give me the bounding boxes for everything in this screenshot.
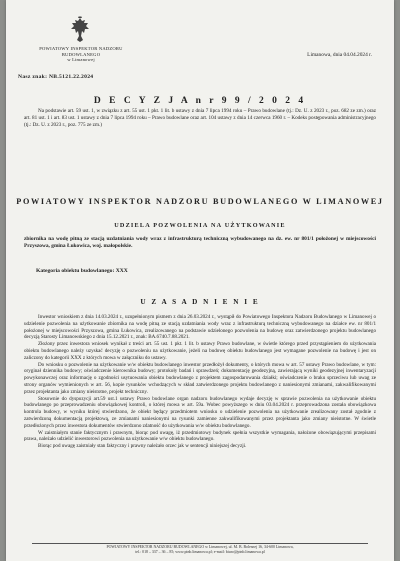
issuing-authority: POWIATOWY INSPEKTOR NADZORU BUDOWLANEGO W LIMANOWEJ [16,197,384,206]
legal-basis: Na podstawie art. 59 ust. 1, w związku z art. 55 ust. 1 pkt. 1 lit. b ustawy z dnia 7 lipca 1994 roku – Prawo budowlane (tj.: Dz. U. z 2023 r., poz. 682 ze zm.) oraz art. 81 ust. 1 i art. 83 ust. 1 ustawy z dnia 7 lipca 1994 roku – Prawo budowlane oraz art. 104 ustawy z dnia 14 czerwca 1960 r. – Kodeks postępowania administracyjnego (tj.: Dz. U. z 2023 r., poz. 775 ze zm.) [24,108,376,128]
institution-name: POWIATOWY INSPEKTOR NADZORU BUDOWLANEGO [39,46,123,57]
case-number: Nasz znak: NB.5121.22.2024 [18,74,94,80]
justification-body [24,314,376,450]
justification-title: U Z A S A D N I E N I E [140,298,260,306]
footer-contact: tel.: 018 – 337 – 36 – 85; www.pinb.limanowa.pl; e-mail: biuro@pinb.limanowa.pl [135,550,265,554]
place-date: Limanowa, dnia 04.04.2024 r. [307,52,372,58]
justification-paragraph: Do wniosku o pozwolenie na użytkowanie w/w obiektu budowlanego inwestor przedłożył dokumenty, o których mowa w art. 57 ustawy Prawo budowlane, w tym: oryginał dziennika budowy; oświadczenie kierownika budowy; protokoły badań i sprawdzeń; dokumentację geodezyjną, zawierającą wyniki geodezyjnej inwentaryzacji powykonawczej oraz informację o zgodności usytuowania obiektu budowlanego z projektem zagospodarowania działki; oświadczenie o braku sprzeciwu lub uwag ze strony organów wymienionych w art. 56, kopie rysunków wchodzących w skład zatwierdzonego projektu budowlanego z naniesionymi zmianami, zakwalifikowanymi przez projektanta jako zmiany nieistotne, projekt techniczny. [24,361,376,395]
institution-header [26,46,136,63]
justification-paragraph: W zaistniałym stanie faktycznym i prawnym, biorąc pod uwagę, iż przedmiotowy budynek spełnia wszystkie wymagania, nałożone obowiązującymi przepisami prawa, należało udzielić inwestorowi pozwolenia na użytkowanie w/w obiektu budowlanego. [24,429,376,443]
decision-operative: UDZIELA POZWOLENIA NA UŻYTKOWANIE [114,222,286,229]
decision-title: D E C Y Z J A n r 9 9 / 2 0 2 4 [93,96,307,106]
object-category: Kategoria obiektu budowlanego: XXX [36,268,128,274]
decision-document [6,0,394,561]
eagle-emblem-icon [68,16,92,44]
decision-object: zbiornika na wodę pitną ze stacją uzdatniania wody wraz z infrastrukturą techniczną wybudowanego na dz. ew. nr 801/1 położonej w miejscowości Przyszowa, gmina Łukowica, woj. małopolskie. [24,236,376,250]
justification-paragraph: Biorąc pod uwagę zaistniały stan faktyczny i prawny należało orzec jak w sentencji niniejszej decyzji. [38,443,247,450]
page-footer [32,543,368,555]
justification-paragraph: Stosownie do dyspozycji art.59 ust.1 ustawy Prawo budowlane organ nadzoru budowlanego wydaje decyzję w sprawie pozwolenia na użytkowanie obiektu budowlanego po przeprowadzeniu obowiązkowej kontroli, o której mowa w art. 59a. Wobec powyższego w dniu 03.04.2024 r. przeprowadzona została obowiązkowa kontrola budowy, w wyniku której stwierdzono, że obiekt będący przedmiotem wniosku o udzielenie pozwolenia na użytkowanie zrealizowany został zgodnie z zatwierdzoną dokumentacją projektową, ze zmianami naniesionymi na rysunki zamienne zakwalifikowanymi przez projektanta jako zmiany nieistotne. W świetle przedłożonych przez inwestora dokumentów stwierdzono zdatność do użytkowania w/w obiektu budowlanego. [24,395,376,429]
justification-paragraph: Inwestor wnioskiem z dnia 14.03.2024 r., uzupełnionym pismem z dnia 26.03.2024 r., wystąpił do Powiatowego Inspektora Nadzoru Budowlanego w Limanowej o udzielenie pozwolenia na użytkowanie zbiornika na wodę pitną ze stacją uzdatniania wody wraz z infrastrukturą techniczną wybudowanego na działce ew. nr 801/1 położonej w miejscowości Przyszowa, gmina Łukowica, zrealizowanego na podstawie udzielonego pozwolenia na budowę oraz zatwierdzonego projektu budowlanego decyzją Starosty Limanowskiego z dnia 15.12.2021 r., znak: BA.6740.7.88.2021. [24,314,376,341]
footer-address: POWIATOWY INSPEKTOR NADZORU BUDOWLANEGO w Limanowej, ul. M. B. Bolesnej 16, 34-600 Limanowa, [106,545,294,549]
justification-paragraph: Złożony przez inwestora wniosek wynikał z treści art. 55 ust. 1 pkt. 1 lit. b ustawy Prawo budowlane, w świetle którego przed przystąpieniem do użytkowania obiektu budowlanego należy uzyskać decyzję o pozwoleniu na użytkowanie, jeżeli na budowę obiektu budowlanego jest wymagane pozwolenie na budowę i jest on zaliczony do kategorii XXX z których mowa w załączniku do ustawy. [24,341,376,361]
institution-location: w Limanowej [67,57,95,63]
